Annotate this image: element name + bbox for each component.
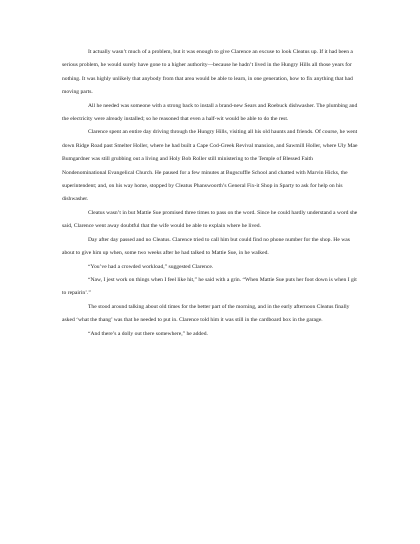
paragraph: Clarence spent an entire day driving through the Hungry Hills, visiting all his old haunts and friends. Of course, he went down Ridge Road past Smelter Holler, where he had built a Cape Cod-Greek Revival mansion, and Sawmill Holler, where Uly Mae Bumgardner was still grubbing out a living and Holy Bob Roller still ministering to the Temple of Blessed Faith Nondenominational Evangelical Church. He paused for a few minutes at Bugscuffle School and chatted with Marvin Hicks, the superintendent; and, on his way home, stopped by Cleatus Phanswoorth’s General Fix-it Shop in Sparty to ask for help on his dishwasher. (62, 129, 358, 203)
paragraph: All he needed was someone with a strong back to install a brand-new Sears and Roebuck dishwasher. The plumbing and the electricity were already installed; so he reasoned that even a half-wit would be able to do the rest. (62, 102, 358, 123)
body-text (62, 46, 358, 341)
paragraph: “Naw, I jest work on things when I feel like hit,” he said with a grin. “When Mattie Sue puts her foot down is when I git to repairin’.” (62, 276, 357, 297)
paragraph: The stood around talking about old times for the better part of the morning, and in the early afternoon Cleatus finally asked ‘what the thang’ was that he needed to put in. Clarence told him it was still in the cardboard box in the garage. (62, 303, 350, 324)
paragraph: “You’ve had a crowded workload,” suggested Clarence. (88, 263, 214, 270)
paragraph: “And there’s a dolly out there somewhere,” he added. (88, 330, 208, 337)
paragraph: Day after day passed and no Cleatus. Clarence tried to call him but could find no phone number for the shop. He was about to give him up when, some two weeks after he had talked to Mattie Sue, in he walked. (62, 236, 350, 257)
paragraph: Cleatus wasn’t in but Mattie Sue promised three times to pass on the word. Since he could hardly understand a word she said, Clarence went away doubtful that the wife would be able to explain where he lived. (62, 209, 358, 230)
paragraph: It actually wasn’t much of a problem, but it was enough to give Clarence an excuse to look Cleatus up. If it had been a serious problem, he would surely have gone to a higher authority—because he hadn’t lived in the Hungry Hills all those years for nothing. It was highly unlikely that anybody from that area would be able to learn, in one generation, how to fix anything that had moving parts. (62, 49, 353, 96)
